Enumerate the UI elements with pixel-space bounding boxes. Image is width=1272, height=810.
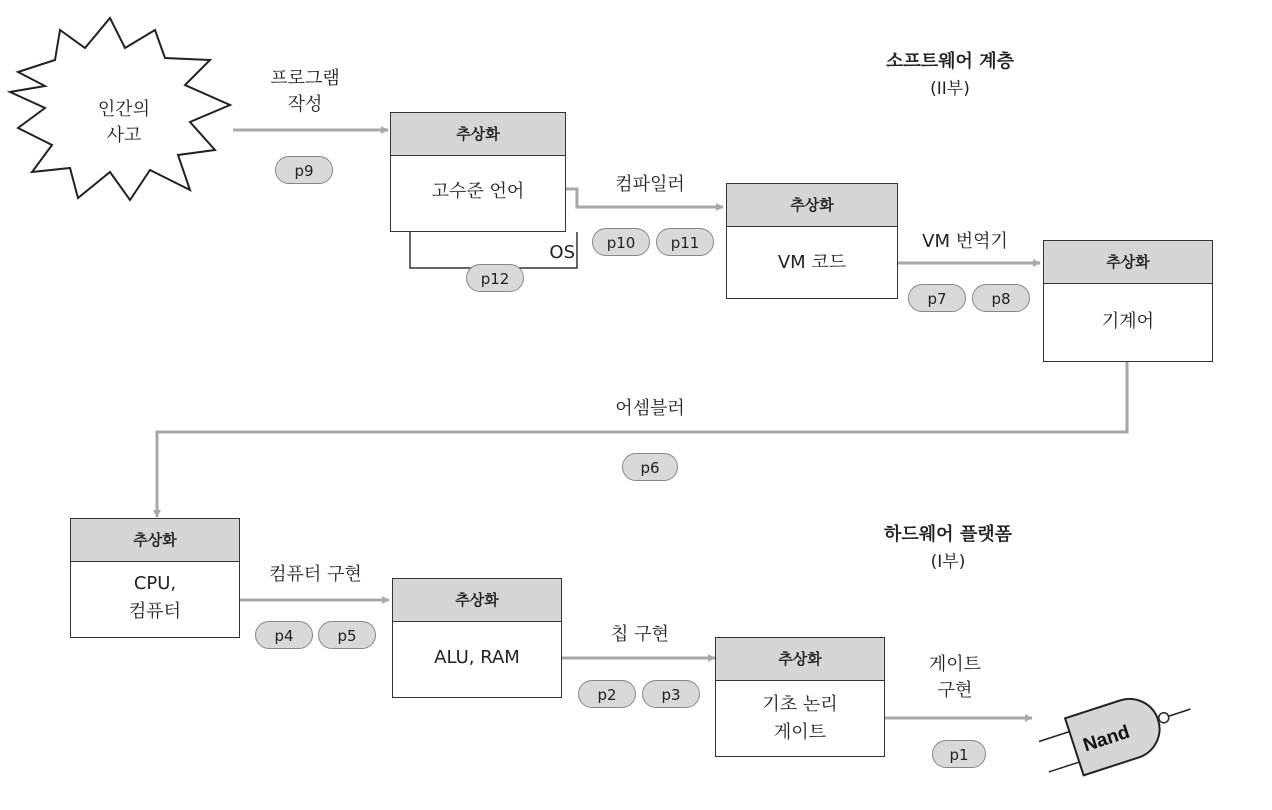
box-machine-language-body <box>1044 284 1212 336</box>
project-badge-p12: p12 <box>466 264 524 292</box>
box-machine-language-header: 추상화 <box>1044 241 1212 284</box>
box-computer-line1: CPU, <box>133 573 177 594</box>
project-badge-p9: p9 <box>275 156 333 184</box>
project-badge-p5: p5 <box>318 621 376 649</box>
box-alu-ram-header: 추상화 <box>393 579 561 622</box>
box-computer-line2: 컴퓨터 <box>128 601 182 622</box>
edge-label-computer-impl: 컴퓨터 구현 <box>269 564 362 585</box>
edge-label-write-program-line1: 프로그램 <box>270 68 340 89</box>
edge-label-write-program <box>245 66 365 118</box>
hardware-layer-title: 하드웨어 플랫폼 <box>884 524 1012 545</box>
box-high-level-language-body <box>391 156 565 206</box>
box-high-level-language-line1: 고수준 언어 <box>431 181 525 202</box>
project-badge-p10: p10 <box>592 228 650 256</box>
box-machine-language-line1: 기계어 <box>1101 311 1155 332</box>
human-thought <box>88 97 160 149</box>
box-vm-code <box>726 183 898 299</box>
box-alu-ram-line1: ALU, RAM <box>434 647 520 668</box>
edge-label-gate-impl-line1: 게이트 <box>928 654 982 675</box>
box-alu-ram-body <box>393 622 561 672</box>
edge-label-chip-impl: 칩 구현 <box>611 624 669 645</box>
box-logic-gates-header: 추상화 <box>716 638 884 681</box>
edge-label-vm-translator: VM 번역기 <box>922 231 1008 252</box>
nand-gate <box>1035 681 1200 786</box>
box-vm-code-header: 추상화 <box>727 184 897 227</box>
arrow-assembler <box>157 362 1127 517</box>
os-label: OS <box>549 242 575 263</box>
project-badge-p7: p7 <box>908 284 966 312</box>
project-badge-p8: p8 <box>972 284 1030 312</box>
box-vm-code-line1: VM 코드 <box>777 252 847 273</box>
box-high-level-language <box>390 112 566 232</box>
box-logic-gates <box>715 637 885 757</box>
box-logic-gates-line1: 기초 논리 <box>762 694 838 715</box>
box-logic-gates-body <box>716 681 884 747</box>
box-computer-body <box>71 562 239 626</box>
box-vm-code-body <box>727 227 897 277</box>
edge-label-compiler: 컴파일러 <box>615 174 685 195</box>
nand-label: Nand <box>1080 721 1133 757</box>
box-computer-header: 추상화 <box>71 519 239 562</box>
project-badge-p6: p6 <box>622 453 678 481</box>
software-layer-subtitle: (II부) <box>930 79 970 99</box>
hardware-layer-subtitle: (I부) <box>930 552 966 572</box>
box-machine-language <box>1043 240 1213 362</box>
edge-label-write-program-line2: 작성 <box>287 94 323 115</box>
project-badge-p2: p2 <box>578 680 636 708</box>
project-badge-p1: p1 <box>932 740 986 768</box>
box-high-level-language-header: 추상화 <box>391 113 565 156</box>
project-badge-p3: p3 <box>642 680 700 708</box>
project-badge-p11: p11 <box>656 228 714 256</box>
human-thought-line2: 사고 <box>106 125 142 146</box>
edge-label-assembler: 어셈블러 <box>615 398 685 419</box>
edge-label-gate-impl-line2: 구현 <box>937 680 973 701</box>
box-computer <box>70 518 240 638</box>
software-layer-title: 소프트웨어 계층 <box>886 51 1014 72</box>
box-alu-ram <box>392 578 562 698</box>
edge-label-gate-impl <box>900 652 1010 704</box>
box-logic-gates-line2: 게이트 <box>773 722 827 743</box>
project-badge-p4: p4 <box>255 621 313 649</box>
human-thought-line1: 인간의 <box>97 99 151 120</box>
